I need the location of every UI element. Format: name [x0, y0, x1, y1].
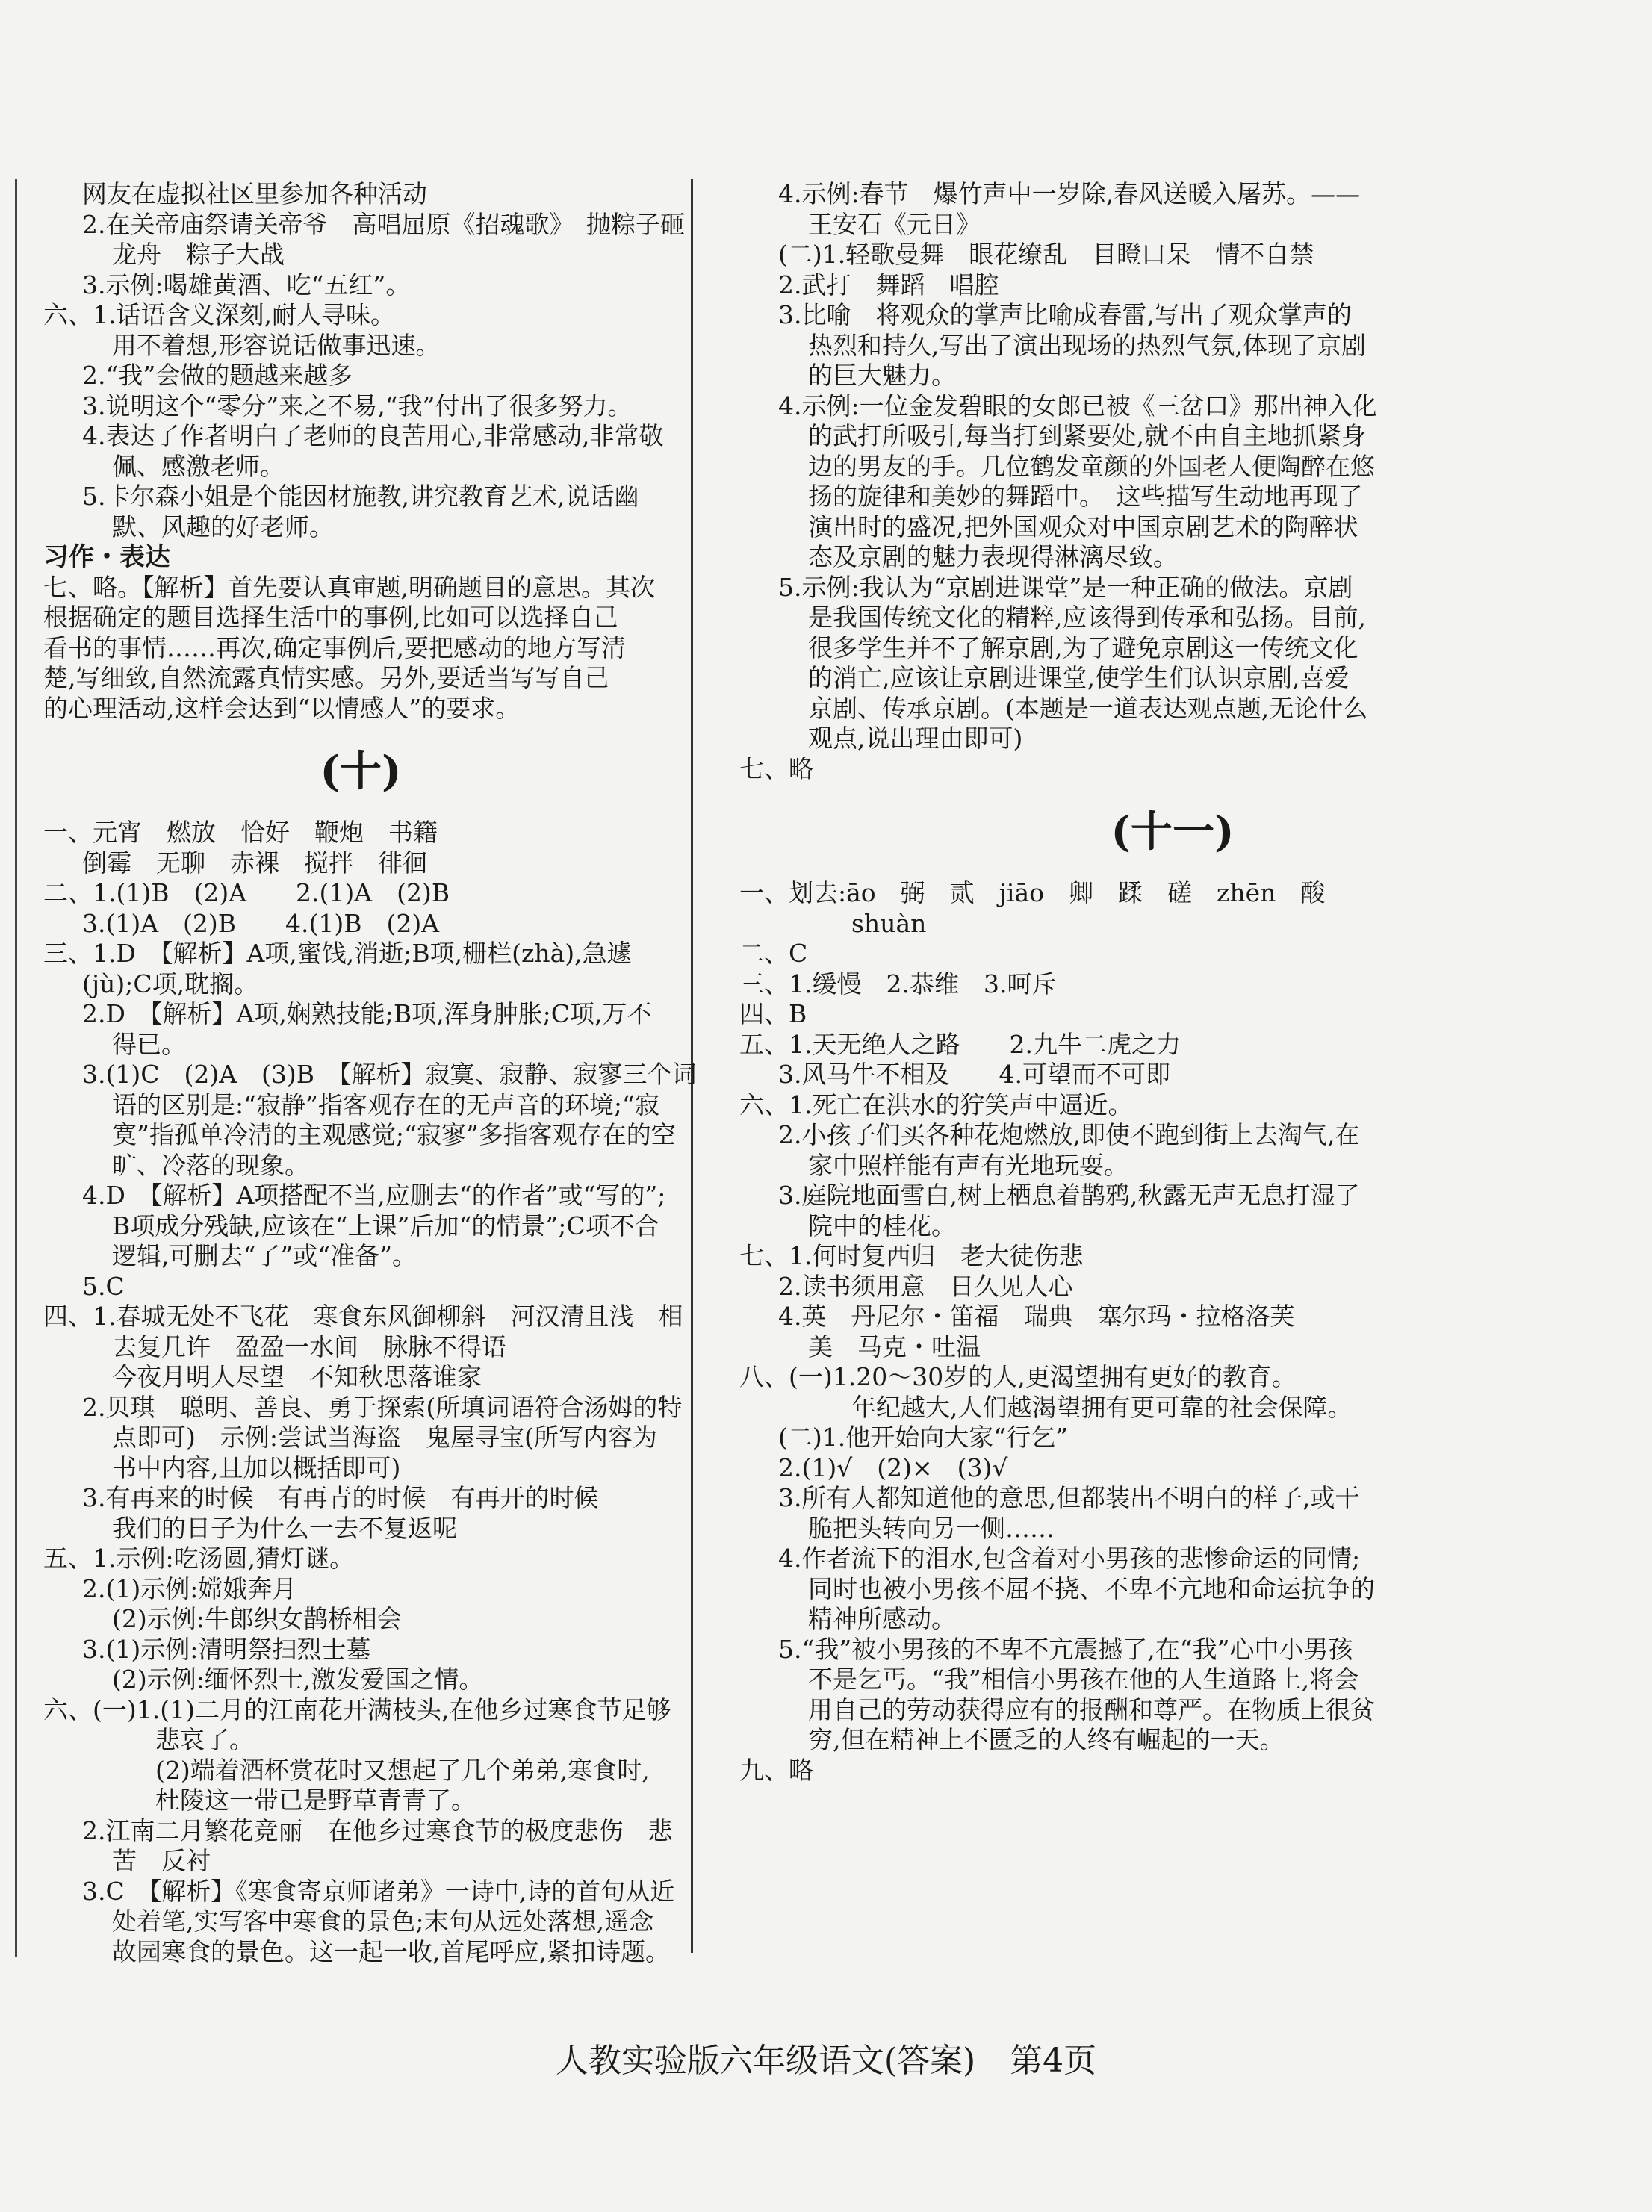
answer-line: 用不着想,形容说话做事迅速。 — [112, 330, 441, 360]
answer-line: 四、B — [739, 999, 807, 1028]
answer-line: 4.英 丹尼尔・笛福 瑞典 塞尔玛・拉格洛芙 — [778, 1302, 1295, 1331]
footer-page-number: 第4页 — [1010, 2042, 1097, 2080]
left-column — [43, 179, 697, 1967]
answer-line: 语的区别是:“寂静”指客观存在的无声音的环境;“寂 — [112, 1090, 659, 1119]
answer-line: 3.C 【解析】《寒食寄京师诸弟》一诗中,诗的首句从近 — [82, 1876, 675, 1906]
answer-line: 处着笔,实写客中寒食的景色;末句从远处落想,遥念 — [112, 1907, 654, 1936]
answer-line: 苦 反衬 — [112, 1846, 211, 1875]
answer-line: 二、C — [739, 939, 808, 968]
answer-line: 七、略。【解析】首先要认真审题,明确题目的意思。其次 — [43, 572, 655, 602]
page-footer — [0, 2039, 1652, 2084]
answer-line: 一、元宵 燃放 恰好 鞭炮 书籍 — [43, 818, 438, 847]
answer-line: 七、略 — [739, 754, 813, 783]
answer-line: 四、1.春城无处不飞花 寒食东风御柳斜 河汉清且浅 相 — [43, 1302, 683, 1331]
answer-line: 网友在虚拟社区里参加各种活动 — [82, 179, 427, 208]
answer-line: 4.示例:春节 爆竹声中一岁除,春风送暖入屠苏。—— — [778, 179, 1361, 208]
answer-line: 3.有再来的时候 有再青的时候 有再开的时候 — [82, 1483, 599, 1512]
answer-line: 用自己的劳动获得应有的报酬和尊严。在物质上很贫 — [808, 1694, 1375, 1724]
answer-line: 脆把头转向另一侧…… — [808, 1513, 1055, 1543]
answer-line: 龙舟 粽子大战 — [112, 240, 285, 269]
footer-title: 人教实验版六年级语文(答案) — [555, 2042, 976, 2080]
answer-line: 3.比喻 将观众的掌声比喻成春雷,写出了观众掌声的 — [778, 300, 1352, 329]
answer-line: 2.小孩子们买各种花炮燃放,即使不跑到街上去淘气,在 — [778, 1120, 1360, 1149]
answer-line: 默、风趣的好老师。 — [112, 512, 334, 541]
answer-line: 5.示例:我认为“京剧进课堂”是一种正确的做法。京剧 — [778, 572, 1353, 602]
answer-line: 穷,但在精神上不匮乏的人终有崛起的一天。 — [808, 1725, 1285, 1754]
answer-line: 5.卡尔森小姐是个能因材施教,讲究教育艺术,说话幽 — [82, 482, 639, 511]
answer-line: 2.武打 舞蹈 唱腔 — [778, 270, 999, 299]
answer-line: 3.(1)C (2)A (3)B 【解析】寂寞、寂静、寂寥三个词 — [82, 1060, 697, 1089]
answer-line: 4.D 【解析】A项搭配不当,应删去“的作者”或“写的”; — [82, 1181, 666, 1210]
answer-line: 杜陵这一带已是野草青青了。 — [155, 1786, 476, 1815]
answer-line: 3.所有人都知道他的意思,但都装出不明白的样子,或干 — [778, 1483, 1360, 1512]
answer-line: 2.在关帝庙祭请关帝爷 高唱屈原《招魂歌》 抛粽子砸 — [82, 209, 685, 239]
answer-line: 观点,说出理由即可) — [808, 724, 1023, 753]
answer-line: 演出时的盛况,把外国观众对中国京剧艺术的陶醉状 — [808, 512, 1358, 541]
answer-line: 5.“我”被小男孩的不卑不亢震撼了,在“我”心中小男孩 — [778, 1634, 1353, 1664]
answer-line: 的消亡,应该让京剧进课堂,使学生们认识京剧,喜爱 — [808, 663, 1350, 692]
answer-line: 书中内容,且加以概括即可) — [112, 1453, 401, 1482]
answer-line: 今夜月明人尽望 不知秋思落谁家 — [112, 1362, 482, 1391]
answer-line: (2)端着酒杯赏花时又想起了几个弟弟,寒食时, — [155, 1755, 650, 1785]
answer-line: 我们的日子为什么一去不复返呢 — [112, 1513, 457, 1543]
answer-line: 态及京剧的魅力表现得淋漓尽致。 — [808, 542, 1178, 571]
answer-line: 楚,写细致,自然流露真情实感。另外,要适当写写自己 — [43, 663, 609, 692]
answer-line: 2.(1)示例:嫦娥奔月 — [82, 1573, 297, 1603]
answer-line: 根据确定的题目选择生活中的事例,比如可以选择自己 — [43, 603, 618, 632]
answer-line: 家中照样能有声有光地玩耍。 — [808, 1150, 1128, 1180]
answer-line: 年纪越大,人们越渴望拥有更可靠的社会保障。 — [851, 1392, 1353, 1422]
answer-line: 边的男友的手。几位鹤发童颜的外国老人便陶醉在悠 — [808, 451, 1375, 481]
answer-line: 2.D 【解析】A项,娴熟技能;B项,浑身肿胀;C项,万不 — [82, 999, 652, 1028]
answer-line: (2)示例:牛郎织女鹊桥相会 — [112, 1604, 402, 1633]
answer-line: 热烈和持久,写出了演出现场的热烈气氛,体现了京剧 — [808, 330, 1366, 360]
answer-line: 倒霉 无聊 赤裸 搅拌 徘徊 — [82, 848, 427, 877]
answer-line: 九、略 — [739, 1755, 813, 1785]
answer-line: 不是乞丐。“我”相信小男孩在他的人生道路上,将会 — [808, 1665, 1359, 1694]
answer-line: 5.C — [82, 1271, 125, 1301]
answer-line: (jù);C项,耽搁。 — [82, 969, 259, 998]
answer-line: 很多学生并不了解京剧,为了避免京剧这一传统文化 — [808, 633, 1358, 662]
section-title: (十一) — [1111, 807, 1235, 857]
answer-line: 王安石《元日》 — [808, 209, 981, 239]
answer-line: 2.“我”会做的题越来越多 — [82, 361, 353, 390]
answer-line: 三、1.缓慢 2.恭维 3.呵斥 — [739, 969, 1057, 998]
answer-line: 六、1.话语含义深刻,耐人寻味。 — [43, 300, 395, 329]
answer-line: 3.(1)A (2)B 4.(1)B (2)A — [82, 908, 440, 938]
answer-line: 4.作者流下的泪水,包含着对小男孩的悲惨命运的同情; — [778, 1544, 1361, 1573]
answer-line: (二)1.轻歌曼舞 眼花缭乱 目瞪口呆 情不自禁 — [778, 240, 1314, 269]
answer-line: 3.庭院地面雪白,树上栖息着鹊鸦,秋露无声无息打湿了 — [778, 1181, 1360, 1210]
answer-line: 七、1.何时复西归 老大徒伤悲 — [739, 1241, 1084, 1270]
answer-line: 京剧、传承京剧。(本题是一道表达观点题,无论什么 — [808, 693, 1368, 723]
answer-line: 美 马克・吐温 — [808, 1332, 981, 1361]
answer-line: 习作・表达 — [43, 542, 170, 572]
answer-line: 旷、冷落的现象。 — [112, 1150, 309, 1180]
left-margin-rule — [15, 179, 17, 1957]
answer-line: 3.说明这个“零分”来之不易,“我”付出了很多努力。 — [82, 391, 633, 420]
answer-line: 2.读书须用意 日久见人心 — [778, 1271, 1073, 1301]
answer-line: 2.(1)√ (2)× (3)√ — [778, 1453, 1008, 1482]
answer-line: 六、1.死亡在洪水的狞笑声中逼近。 — [739, 1090, 1133, 1119]
answer-line: shuàn — [851, 908, 927, 938]
answer-line: 五、1.示例:吃汤圆,猜灯谜。 — [43, 1544, 355, 1573]
answer-line: 精神所感动。 — [808, 1604, 956, 1633]
answer-line: 点即可) 示例:尝试当海盗 鬼屋寻宝(所写内容为 — [112, 1423, 657, 1452]
answer-line: 二、1.(1)B (2)A 2.(1)A (2)B — [43, 878, 450, 907]
answer-line: 3.风马牛不相及 4.可望而不可即 — [778, 1060, 1170, 1089]
answer-line: 3.(1)示例:清明祭扫烈士墓 — [82, 1634, 371, 1664]
answer-line: B项成分残缺,应该在“上课”后加“的情景”;C项不合 — [112, 1211, 659, 1240]
section-title: (十) — [320, 747, 402, 796]
answer-line: 故园寒食的景色。这一起一收,首尾呼应,紧扣诗题。 — [112, 1936, 670, 1966]
answer-line: 的巨大魅力。 — [808, 361, 956, 390]
answer-line: 五、1.天无绝人之路 2.九牛二虎之力 — [739, 1029, 1181, 1059]
answer-line: 是我国传统文化的精粹,应该得到传承和弘扬。目前, — [808, 603, 1366, 632]
answer-line: 2.贝琪 聪明、善良、勇于探索(所填词语符合汤姆的特 — [82, 1392, 683, 1422]
answer-line: 的心理活动,这样会达到“以情感人”的要求。 — [43, 693, 521, 723]
answer-line: 六、(一)1.(1)二月的江南花开满枝头,在他乡过寒食节足够 — [43, 1694, 671, 1724]
answer-line: 扬的旋律和美妙的舞蹈中。 这些描写生动地再现了 — [808, 482, 1363, 511]
answer-line: 佩、感激老师。 — [112, 451, 285, 481]
answer-line: 的武打所吸引,每当打到紧要处,就不由自主地抓紧身 — [808, 421, 1366, 450]
answer-line: 逻辑,可删去“了”或“准备”。 — [112, 1241, 417, 1270]
answer-line: 3.示例:喝雄黄酒、吃“五红”。 — [82, 270, 411, 299]
answer-line: (二)1.他开始向大家“行乞” — [778, 1423, 1068, 1452]
answer-line: 看书的事情……再次,确定事例后,要把感动的地方写清 — [43, 633, 626, 662]
answer-line: 同时也被小男孩不屈不挠、不卑不亢地和命运抗争的 — [808, 1573, 1375, 1603]
answer-line: 4.表达了作者明白了老师的良苦用心,非常感动,非常敬 — [82, 421, 664, 450]
answer-line: 2.江南二月繁花竞丽 在他乡过寒食节的极度悲伤 悲 — [82, 1815, 673, 1845]
answer-line: 一、划去:āo 弼 贰 jiāo 卿 蹂 磋 zhēn 酸 — [739, 878, 1326, 907]
answer-line: 寞”指孤单冷清的主观感觉;“寂寥”多指客观存在的空 — [112, 1120, 676, 1149]
answer-line: 八、(一)1.20～30岁的人,更渴望拥有更好的教育。 — [739, 1362, 1297, 1391]
answer-line: 院中的桂花。 — [808, 1211, 956, 1240]
answer-line: 得已。 — [112, 1029, 186, 1059]
right-column — [739, 179, 1606, 1786]
answer-line: 去复几许 盈盈一水间 脉脉不得语 — [112, 1332, 506, 1361]
answer-line: 4.示例:一位金发碧眼的女郎已被《三岔口》那出神入化 — [778, 391, 1377, 420]
answer-line: (2)示例:缅怀烈士,激发爱国之情。 — [112, 1665, 484, 1694]
answer-line: 三、1.D 【解析】A项,蜜饯,消逝;B项,栅栏(zhà),急遽 — [43, 939, 632, 968]
answer-line: 悲哀了。 — [155, 1725, 254, 1754]
